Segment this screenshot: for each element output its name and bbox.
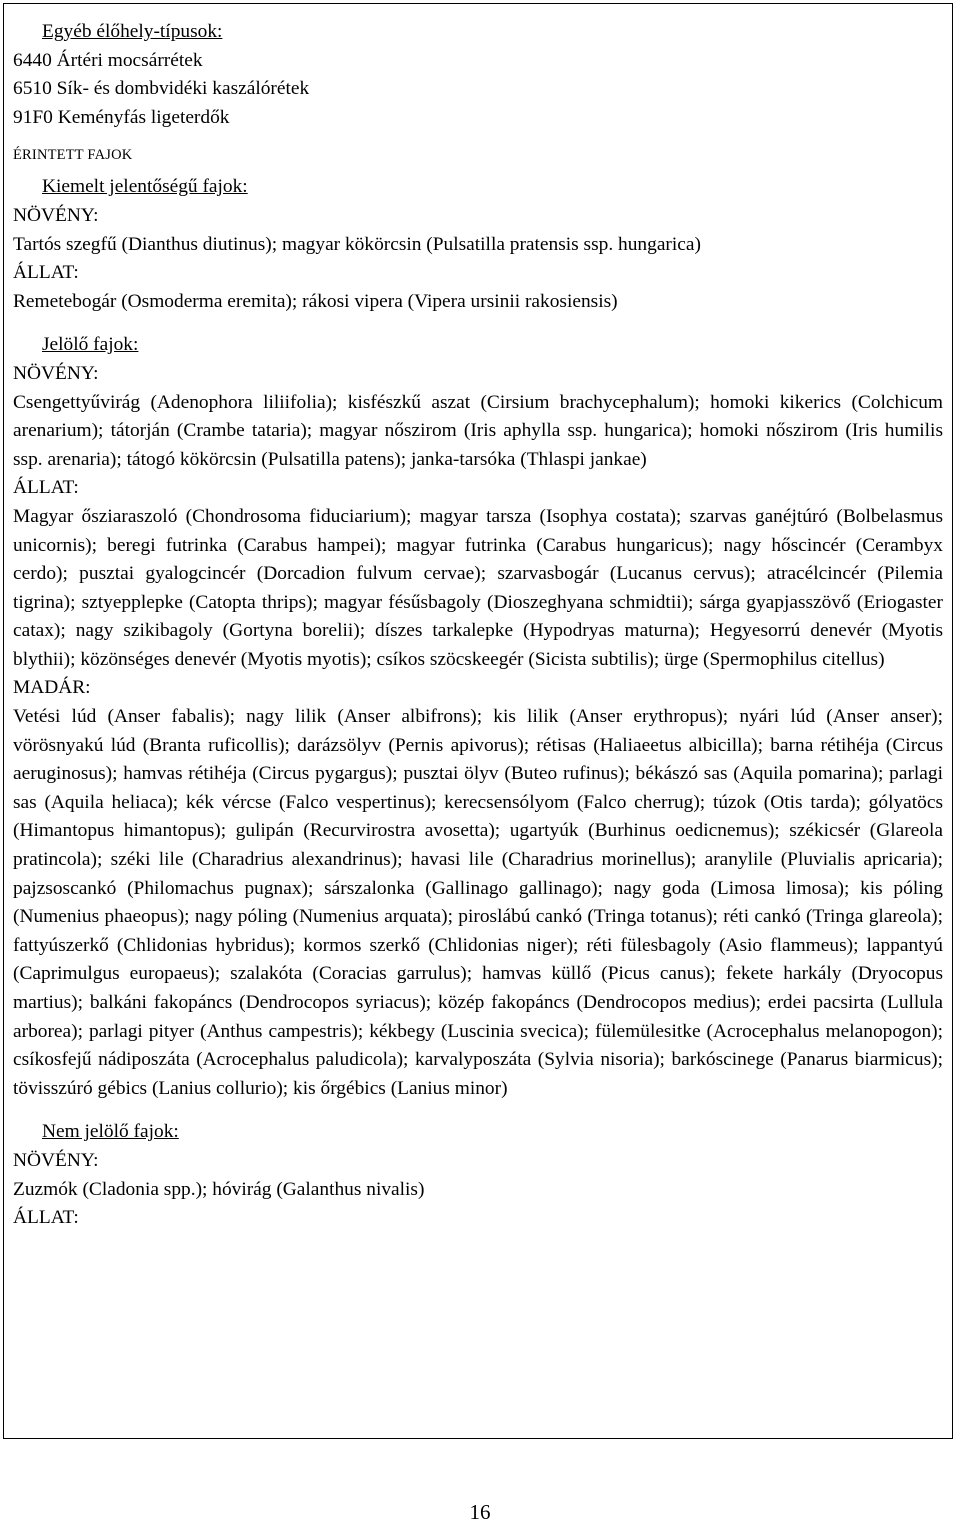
habitat-item: 6440 Ártéri mocsárrétek	[13, 49, 203, 71]
indicator-species-heading: Jelölő fajok:	[42, 334, 139, 356]
plant-label: NÖVÉNY:	[13, 204, 99, 226]
habitats-heading: Egyéb élőhely-típusok:	[42, 21, 223, 42]
affected-species-heading: ÉRINTETT FAJOK	[13, 147, 133, 164]
non-indicator-plants: Zuzmók (Cladonia spp.); hóvirág (Galanthus nivalis)	[13, 1178, 425, 1200]
animal-label: ÁLLAT:	[13, 1207, 79, 1229]
indicator-plants: Csengettyűvirág (Adenophora liliifolia); kisfészkű aszat (Cirsium brachycephalum); homoki kikerics (Colchicum arenarium); tátorján (Crambe tataria); magyar nőszirom (Iris aphylla ssp. hungarica); homoki nőszirom (Iris humilis ssp. arenaria); tátogó kökörcsin (Pulsatilla patens); janka-tarsóka (Thlaspi jankae)	[13, 391, 943, 470]
highlighted-plants: Tartós szegfű (Dianthus diutinus); magyar kökörcsin (Pulsatilla pratensis ssp. hungarica)	[13, 233, 701, 255]
document-frame	[3, 3, 953, 1439]
animal-label: ÁLLAT:	[13, 477, 79, 499]
indicator-animals: Magyar ősziaraszoló (Chondrosoma fiduciarium); magyar tarsza (Isophya costata); szarvas ganéjtúró (Bolbelasmus unicornis); beregi futrinka (Carabus hampei); magyar futrinka (Carabus hungaricus); nagy hőscincér (Cerambyx cerdo); pusztai gyalogcincér (Dorcadion fulvum cervae); szarvasbogár (Lucanus cervus); atracélcincér (Pilemia tigrina); sztyepplepke (Catopta thrips); magyar fésűsbagoly (Dioszeghyana schmidtii); sárga gyapjasszövő (Eriogaster catax); nagy szikibagoly (Gortyna borelii); díszes tarkalepke (Hypodryas maturna); Hegyesorrú denevér (Myotis blythii); közönséges denevér (Myotis myotis); csíkos szöcskeegér (Sicista subtilis); ürge (Spermophilus citellus)	[13, 505, 943, 670]
highlighted-species-heading: Kiemelt jelentőségű fajok:	[42, 176, 248, 198]
indicator-birds: Vetési lúd (Anser fabalis); nagy lilik (Anser albifrons); kis lilik (Anser erythropus); nyári lúd (Anser anser); vörösnyakú lúd (Branta ruficollis); darázsölyv (Pernis apivorus); rétisas (Haliaeetus albicilla); barna rétihéja (Circus aeruginosus); hamvas rétihéja (Circus pygargus); pusztai ölyv (Buteo rufinus); békászó sas (Aquila pomarina); parlagi sas (Aquila heliaca); kék vércse (Falco vespertinus); kerecsensólyom (Falco cherrug); túzok (Otis tarda); gólyatöcs (Himantopus himantopus); gulipán (Recurvirostra avosetta); ugartyúk (Burhinus oedicnemus); székicsér (Glareola pratincola); széki lile (Charadrius alexandrinus); havasi lile (Charadrius morinellus); aranylile (Pluvialis apricaria); pajzsoscankó (Philomachus pugnax); sárszalonka (Gallinago gallinago); nagy goda (Limosa limosa); kis póling (Numenius phaeopus); nagy póling (Numenius arquata); piroslábú cankó (Tringa totanus); réti cankó (Tringa glareola); fattyúszerkő (Chlidonias hybridus); kormos szerkő (Chlidonias niger); réti fülesbagoly (Asio flammeus); lappantyú (Caprimulgus europaeus); szalakóta (Coracias garrulus); hamvas küllő (Picus canus); fekete harkály (Dryocopus martius); balkáni fakopáncs (Dendrocopos syriacus); közép fakopáncs (Dendrocopos medius); erdei pacsirta (Lullula arborea); parlagi pityer (Anthus campestris); kékbegy (Luscinia svecica); fülemülesitke (Acrocephalus melanopogon); csíkosfejű nádiposzáta (Acrocephalus paludicola); karvalyposzáta (Sylvia nisoria); barkóscinege (Panarus biarmicus); tövisszúró gébics (Lanius collurio); kis őrgébics (Lanius minor)	[13, 706, 943, 1099]
bird-label: MADÁR:	[13, 677, 91, 699]
non-indicator-species-heading: Nem jelölő fajok:	[42, 1121, 179, 1143]
animal-label: ÁLLAT:	[13, 262, 79, 284]
habitat-item: 6510 Sík- és dombvidéki kaszálórétek	[13, 78, 310, 100]
plant-label: NÖVÉNY:	[13, 362, 99, 384]
plant-label: NÖVÉNY:	[13, 1149, 99, 1171]
habitat-item: 91F0 Keményfás ligeterdők	[13, 106, 230, 128]
page-number: 16	[469, 1500, 491, 1524]
highlighted-animals: Remetebogár (Osmoderma eremita); rákosi vipera (Vipera ursinii rakosiensis)	[13, 290, 618, 312]
